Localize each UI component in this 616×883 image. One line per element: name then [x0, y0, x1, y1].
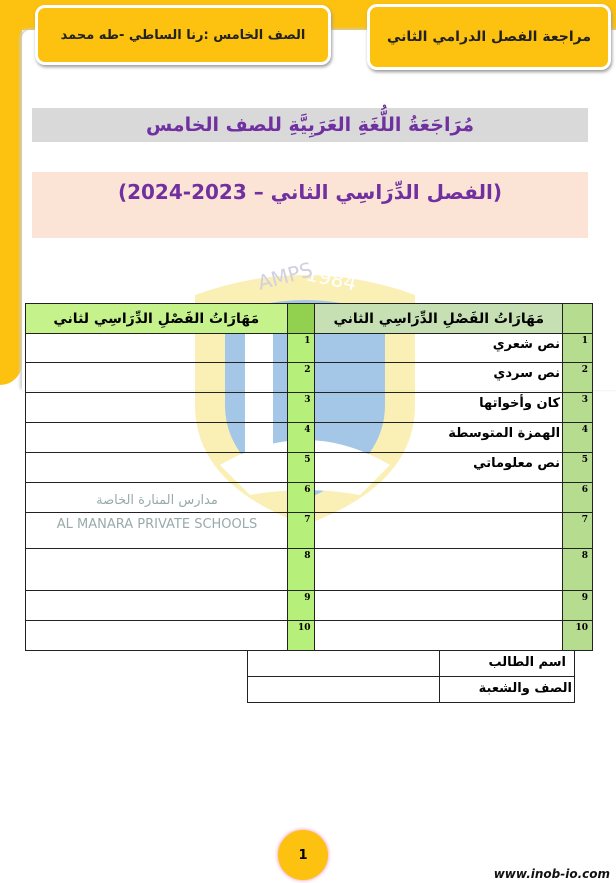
skill-cell: الهمزة المتوسطة: [315, 423, 563, 453]
side-bar: [0, 0, 22, 385]
row-number: 1: [563, 334, 593, 363]
page-subtitle: (الفصل الدِّرَاسِي الثاني – 2023-2024): [32, 172, 588, 238]
row-number: 6: [287, 483, 315, 513]
table-row: [26, 591, 593, 621]
logo-badge-text: AMPS: [255, 257, 316, 295]
footer-url: www.inob-io.com: [493, 867, 610, 881]
table-row: [26, 334, 593, 363]
skill-cell: كان وأخواتها: [315, 393, 563, 423]
row-number: 7: [563, 513, 593, 549]
row-number: 5: [563, 453, 593, 483]
right-header: مَهَارَاتُ الفَصْلِ الدِّرَاسِي الثاني: [315, 304, 563, 334]
student-info-table: [247, 650, 575, 703]
review-tab: مراجعة الفصل الدرامي الثاني: [367, 4, 611, 70]
page-number: 1: [278, 830, 328, 880]
row-number: 2: [563, 363, 593, 393]
row-number: 2: [287, 363, 315, 393]
class-label: الصف والشعبة: [440, 677, 575, 703]
page-title: مُرَاجَعَةُ اللُّغَةِ العَرَبِيَّةِ للصف الخامس: [32, 108, 588, 142]
skill-cell-empty[interactable]: [26, 393, 288, 423]
num-header-cell: [287, 304, 315, 334]
table-row: [26, 423, 593, 453]
watermark-english: AL MANARA PRIVATE SCHOOLS: [56, 517, 258, 532]
teacher-tab: الصف الخامس :رنا الساطي -طه محمد: [35, 5, 331, 65]
row-number: 10: [563, 621, 593, 651]
table-row: [26, 393, 593, 423]
skill-cell: [315, 549, 563, 591]
skill-cell: [315, 621, 563, 651]
table-row: [26, 549, 593, 591]
skill-cell: [315, 591, 563, 621]
svg-text:1984: 1984: [303, 261, 359, 296]
skill-cell-empty[interactable]: [26, 621, 288, 651]
left-header: مَهَارَاتُ الفَصْلِ الدِّرَاسِي لثاني: [26, 304, 288, 334]
row-number: 6: [563, 483, 593, 513]
watermark-arabic: مدارس المنارة الخاصة: [96, 493, 218, 508]
table-row: [26, 621, 593, 651]
row-number: 3: [563, 393, 593, 423]
skill-cell-empty[interactable]: [26, 334, 288, 363]
row-number: 1: [287, 334, 315, 363]
row-number: 10: [287, 621, 315, 651]
skill-cell-empty[interactable]: [26, 591, 288, 621]
skill-cell: [315, 483, 563, 513]
class-field[interactable]: [248, 677, 440, 703]
student-name-label: اسم الطالب: [440, 651, 575, 677]
skill-cell: نص معلوماتي: [315, 453, 563, 483]
skill-cell-empty[interactable]: [26, 363, 288, 393]
skill-cell-empty[interactable]: [26, 423, 288, 453]
row-number: 9: [563, 591, 593, 621]
row-number: 7: [287, 513, 315, 549]
skill-cell: نص سردي: [315, 363, 563, 393]
skill-cell: [315, 513, 563, 549]
table-row: [26, 453, 593, 483]
row-number: 5: [287, 453, 315, 483]
skills-table: [25, 303, 593, 651]
row-number: 4: [287, 423, 315, 453]
row-number: 9: [287, 591, 315, 621]
row-number: 8: [287, 549, 315, 591]
skill-cell-empty[interactable]: [26, 549, 288, 591]
table-header-row: [26, 304, 593, 334]
row-number: 8: [563, 549, 593, 591]
student-name-field[interactable]: [248, 651, 440, 677]
row-number: 3: [287, 393, 315, 423]
skill-cell: نص شعري: [315, 334, 563, 363]
table-row: [26, 363, 593, 393]
num-header-cell: [563, 304, 593, 334]
row-number: 4: [563, 423, 593, 453]
skill-cell-empty[interactable]: [26, 453, 288, 483]
